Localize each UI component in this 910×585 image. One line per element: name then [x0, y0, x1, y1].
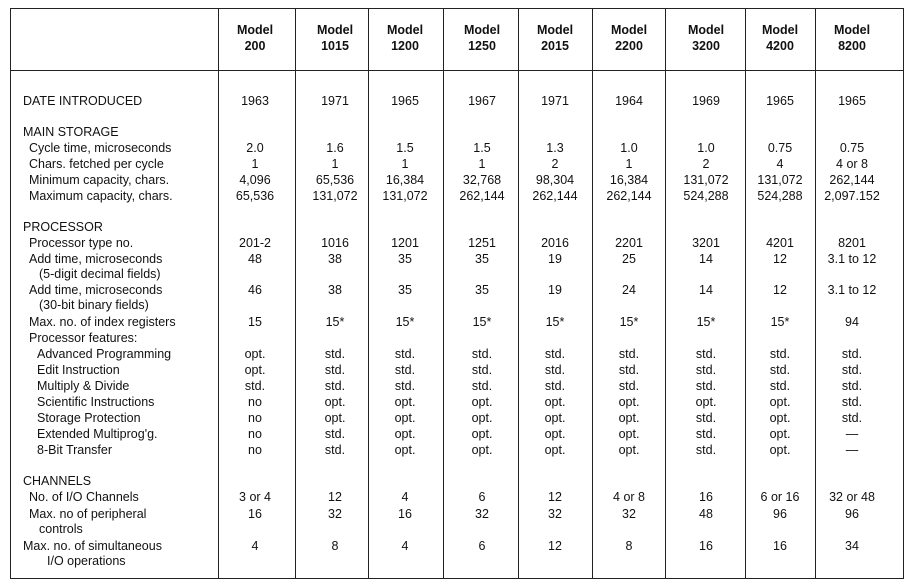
- table-cell: opt.: [544, 411, 566, 425]
- table-cell: 32,768: [462, 173, 502, 187]
- table-cell: 262,144: [829, 173, 875, 187]
- table-cell: opt.: [324, 395, 346, 409]
- table-cell: 65,536: [235, 189, 275, 203]
- row-label-line1: Add time, microseconds: [29, 283, 163, 297]
- column-header-line2: 1015: [321, 39, 349, 53]
- column-header-line1: Model: [536, 23, 574, 37]
- table-cell: 16: [398, 507, 412, 521]
- table-cell: opt.: [544, 443, 566, 457]
- table-cell: 1: [625, 157, 633, 171]
- row-label: [37, 363, 120, 378]
- column-header-line2: 200: [244, 39, 266, 53]
- row-label-line1: Processor features:: [29, 331, 138, 345]
- table-cell: std.: [618, 347, 640, 361]
- table-cell: opt.: [324, 411, 346, 425]
- section-title: CHANNELS: [23, 474, 92, 488]
- column-header-line1: Model: [316, 23, 354, 37]
- table-cell: 32 or 48: [829, 490, 875, 504]
- table-cell: 32: [475, 507, 489, 521]
- table-cell: 15*: [395, 315, 415, 329]
- table-cell: 1016: [321, 236, 349, 250]
- row-label-line2: (30-bit binary fields): [39, 298, 149, 312]
- table-cell: std.: [544, 363, 566, 377]
- table-cell: 32: [328, 507, 342, 521]
- row-label-line1: Max. no of peripheral: [29, 507, 147, 521]
- table-cell: 262,144: [532, 189, 578, 203]
- table-cell: 16: [773, 539, 787, 553]
- table-cell: std.: [695, 347, 717, 361]
- table-cell: 1969: [692, 94, 720, 108]
- column-header-line1: Model: [386, 23, 424, 37]
- table-cell: opt.: [695, 395, 717, 409]
- table-cell: 16,384: [609, 173, 649, 187]
- table-cell: 1.0: [620, 141, 638, 155]
- table-cell: 3.1 to 12: [827, 283, 877, 297]
- column-header-200: [219, 22, 291, 54]
- row-label-line1: Max. no. of simultaneous: [23, 539, 162, 553]
- column-header-line1: Model: [236, 23, 274, 37]
- section-title: MAIN STORAGE: [23, 125, 119, 139]
- table-cell: 524,288: [757, 189, 803, 203]
- row-label: [29, 331, 137, 346]
- table-cell: 262,144: [606, 189, 652, 203]
- table-cell: opt.: [618, 443, 640, 457]
- table-cell: std.: [695, 363, 717, 377]
- table-cell: 1963: [241, 94, 269, 108]
- row-label: [29, 283, 162, 313]
- row-label-line1: Storage Protection: [37, 411, 141, 425]
- table-cell: no: [248, 411, 262, 425]
- column-header-line2: 8200: [838, 39, 866, 53]
- table-cell: 48: [248, 252, 262, 266]
- table-cell: opt.: [618, 395, 640, 409]
- table-cell: 1: [251, 157, 259, 171]
- table-cell: std.: [841, 411, 863, 425]
- table-cell: 1.6: [326, 141, 344, 155]
- table-cell: std.: [841, 395, 863, 409]
- table-cell: 131,072: [382, 189, 428, 203]
- table-cell: opt.: [769, 427, 791, 441]
- table-cell: 4: [776, 157, 784, 171]
- row-label-line1: Chars. fetched per cycle: [29, 157, 164, 171]
- column-header-line1: Model: [761, 23, 799, 37]
- table-cell: 35: [398, 283, 412, 297]
- table-cell: 48: [699, 507, 713, 521]
- row-label-line2: controls: [39, 522, 83, 536]
- table-cell: 2: [702, 157, 710, 171]
- table-cell: 12: [773, 252, 787, 266]
- table-cell: 19: [548, 283, 562, 297]
- table-cell: 6: [478, 490, 486, 504]
- table-cell: 4 or 8: [836, 157, 868, 171]
- table-cell: opt.: [769, 411, 791, 425]
- table-cell: 6 or 16: [760, 490, 800, 504]
- table-cell: std.: [695, 443, 717, 457]
- row-label-line1: Max. no. of index registers: [29, 315, 176, 329]
- table-cell: opt.: [769, 395, 791, 409]
- table-cell: std.: [544, 379, 566, 393]
- table-cell: opt.: [471, 443, 493, 457]
- table-cell: opt.: [544, 395, 566, 409]
- table-cell: 3.1 to 12: [827, 252, 877, 266]
- table-cell: 32: [548, 507, 562, 521]
- column-header-3200: [670, 22, 742, 54]
- column-header-line2: 1200: [391, 39, 419, 53]
- table-cell: 131,072: [757, 173, 803, 187]
- row-label-line1: Add time, microseconds: [29, 252, 163, 266]
- table-cell: 16: [248, 507, 262, 521]
- table-cell: 12: [773, 283, 787, 297]
- table-cell: 38: [328, 252, 342, 266]
- table-cell: —: [845, 427, 859, 441]
- column-header-4200: [744, 22, 816, 54]
- table-cell: 1.5: [396, 141, 414, 155]
- table-cell: 14: [699, 283, 713, 297]
- table-cell: 46: [248, 283, 262, 297]
- table-cell: 65,536: [315, 173, 355, 187]
- table-cell: 16: [699, 490, 713, 504]
- column-header-1200: [369, 22, 441, 54]
- table-cell: opt.: [471, 395, 493, 409]
- table-cell: std.: [324, 427, 346, 441]
- table-cell: std.: [695, 427, 717, 441]
- row-label: [29, 141, 171, 156]
- table-cell: 1965: [391, 94, 419, 108]
- table-cell: opt.: [244, 363, 266, 377]
- table-cell: no: [248, 395, 262, 409]
- table-cell: 96: [773, 507, 787, 521]
- table-cell: std.: [471, 379, 493, 393]
- table-cell: 15: [248, 315, 262, 329]
- table-cell: 1201: [391, 236, 419, 250]
- row-label: [37, 443, 112, 458]
- row-label-line1: Extended Multiprog'g.: [37, 427, 158, 441]
- table-cell: std.: [618, 363, 640, 377]
- table-cell: std.: [695, 379, 717, 393]
- column-header-line2: 2015: [541, 39, 569, 53]
- row-label-line1: Maximum capacity, chars.: [29, 189, 173, 203]
- table-cell: opt.: [394, 411, 416, 425]
- column-header-2015: [519, 22, 591, 54]
- table-cell: std.: [769, 347, 791, 361]
- row-label-line1: Edit Instruction: [37, 363, 120, 377]
- table-cell: std.: [695, 411, 717, 425]
- row-label-line1: Processor type no.: [29, 236, 134, 250]
- column-header-1250: [446, 22, 518, 54]
- table-cell: 16,384: [385, 173, 425, 187]
- table-cell: —: [845, 443, 859, 457]
- table-cell: std.: [841, 363, 863, 377]
- table-cell: 1: [401, 157, 409, 171]
- table-cell: 2: [551, 157, 559, 171]
- table-cell: 2016: [541, 236, 569, 250]
- table-cell: 262,144: [459, 189, 505, 203]
- table-cell: 35: [475, 252, 489, 266]
- column-header-line2: 1250: [468, 39, 496, 53]
- column-header-line2: 4200: [766, 39, 794, 53]
- table-cell: std.: [769, 363, 791, 377]
- table-cell: opt.: [394, 443, 416, 457]
- row-label: [29, 173, 169, 188]
- column-header-line1: Model: [610, 23, 648, 37]
- table-cell: opt.: [394, 395, 416, 409]
- table-cell: 35: [398, 252, 412, 266]
- column-header-8200: [816, 22, 888, 54]
- table-cell: 15*: [472, 315, 492, 329]
- column-header-1015: [299, 22, 371, 54]
- table-cell: opt.: [471, 411, 493, 425]
- table-cell: 201-2: [239, 236, 271, 250]
- row-label-line1: Multiply & Divide: [37, 379, 130, 393]
- table-cell: opt.: [618, 411, 640, 425]
- table-cell: 19: [548, 252, 562, 266]
- table-cell: 6: [478, 539, 486, 553]
- table-cell: 12: [548, 490, 562, 504]
- table-cell: 16: [699, 539, 713, 553]
- row-label: [29, 189, 173, 204]
- table-cell: 34: [845, 539, 859, 553]
- row-label-line2: (5-digit decimal fields): [39, 267, 161, 281]
- table-cell: 25: [622, 252, 636, 266]
- table-cell: 8: [331, 539, 339, 553]
- column-divider: [295, 8, 296, 579]
- table-cell: 1971: [541, 94, 569, 108]
- table-cell: opt.: [244, 347, 266, 361]
- row-label: [23, 539, 162, 569]
- table-cell: 4: [401, 539, 409, 553]
- table-cell: opt.: [769, 443, 791, 457]
- table-cell: std.: [841, 379, 863, 393]
- row-label-line1: 8-Bit Transfer: [37, 443, 113, 457]
- table-cell: 4: [251, 539, 259, 553]
- table-cell: 1251: [468, 236, 496, 250]
- table-cell: 1.0: [697, 141, 715, 155]
- column-header-2200: [593, 22, 665, 54]
- row-label-line2: I/O operations: [47, 554, 126, 568]
- table-cell: 15*: [770, 315, 790, 329]
- table-cell: 131,072: [312, 189, 358, 203]
- row-label: [29, 252, 162, 282]
- table-cell: std.: [769, 379, 791, 393]
- table-cell: 4201: [766, 236, 794, 250]
- row-label: [37, 395, 154, 410]
- row-label-line1: Minimum capacity, chars.: [29, 173, 170, 187]
- table-cell: 8201: [838, 236, 866, 250]
- table-cell: 0.75: [767, 141, 793, 155]
- table-cell: 1971: [321, 94, 349, 108]
- row-label: [29, 507, 146, 537]
- table-cell: 1965: [766, 94, 794, 108]
- table-cell: std.: [618, 379, 640, 393]
- table-cell: std.: [471, 363, 493, 377]
- table-cell: 32: [622, 507, 636, 521]
- row-label-line1: No. of I/O Channels: [29, 490, 139, 504]
- table-cell: 1.5: [473, 141, 491, 155]
- table-cell: no: [248, 427, 262, 441]
- row-label: [37, 411, 141, 426]
- table-cell: std.: [324, 363, 346, 377]
- column-header-line1: Model: [833, 23, 871, 37]
- column-header-line2: 3200: [692, 39, 720, 53]
- row-label: [29, 490, 139, 505]
- table-cell: 12: [328, 490, 342, 504]
- table-cell: std.: [324, 347, 346, 361]
- table-cell: std.: [324, 443, 346, 457]
- table-cell: 0.75: [839, 141, 865, 155]
- table-cell: 15*: [696, 315, 716, 329]
- table-cell: opt.: [618, 427, 640, 441]
- table-cell: 1: [331, 157, 339, 171]
- table-cell: std.: [471, 347, 493, 361]
- table-cell: std.: [394, 379, 416, 393]
- row-label: [37, 347, 171, 362]
- table-cell: std.: [394, 347, 416, 361]
- table-cell: 131,072: [683, 173, 729, 187]
- row-label-line1: Scientific Instructions: [37, 395, 155, 409]
- header-divider: [10, 70, 904, 71]
- table-cell: 15*: [325, 315, 345, 329]
- table-cell: opt.: [394, 427, 416, 441]
- table-cell: 1965: [838, 94, 866, 108]
- column-header-line1: Model: [463, 23, 501, 37]
- row-label: [29, 157, 164, 172]
- section-title: DATE INTRODUCED: [23, 94, 143, 108]
- table-cell: 2201: [615, 236, 643, 250]
- table-cell: 94: [845, 315, 859, 329]
- table-cell: 15*: [545, 315, 565, 329]
- row-label-line1: Cycle time, microseconds: [29, 141, 172, 155]
- row-label-line1: Advanced Programming: [37, 347, 172, 361]
- table-cell: 1964: [615, 94, 643, 108]
- column-header-line1: Model: [687, 23, 725, 37]
- table-cell: 12: [548, 539, 562, 553]
- table-cell: 1.3: [546, 141, 564, 155]
- table-cell: 3 or 4: [239, 490, 271, 504]
- table-cell: 98,304: [535, 173, 575, 187]
- column-header-line2: 2200: [615, 39, 643, 53]
- table-cell: 38: [328, 283, 342, 297]
- table-cell: opt.: [544, 427, 566, 441]
- table-cell: opt.: [471, 427, 493, 441]
- table-cell: 8: [625, 539, 633, 553]
- table-cell: 4 or 8: [613, 490, 645, 504]
- table-cell: no: [248, 443, 262, 457]
- table-cell: 2,097.152: [824, 189, 880, 203]
- table-cell: 96: [845, 507, 859, 521]
- table-cell: std.: [841, 347, 863, 361]
- table-cell: 3201: [692, 236, 720, 250]
- table-cell: 524,288: [683, 189, 729, 203]
- table-cell: std.: [544, 347, 566, 361]
- table-cell: 15*: [619, 315, 639, 329]
- row-label: [29, 315, 176, 330]
- table-cell: 4,096: [239, 173, 271, 187]
- table-cell: 24: [622, 283, 636, 297]
- table-cell: 2.0: [246, 141, 264, 155]
- section-title: PROCESSOR: [23, 220, 103, 234]
- table-cell: std.: [394, 363, 416, 377]
- table-cell: 1: [478, 157, 486, 171]
- table-cell: 4: [401, 490, 409, 504]
- row-label: [29, 236, 133, 251]
- row-label: [37, 379, 129, 394]
- table-cell: std.: [244, 379, 266, 393]
- row-label: [37, 427, 158, 442]
- table-cell: 1967: [468, 94, 496, 108]
- table-cell: 35: [475, 283, 489, 297]
- table-cell: std.: [324, 379, 346, 393]
- table-cell: 14: [699, 252, 713, 266]
